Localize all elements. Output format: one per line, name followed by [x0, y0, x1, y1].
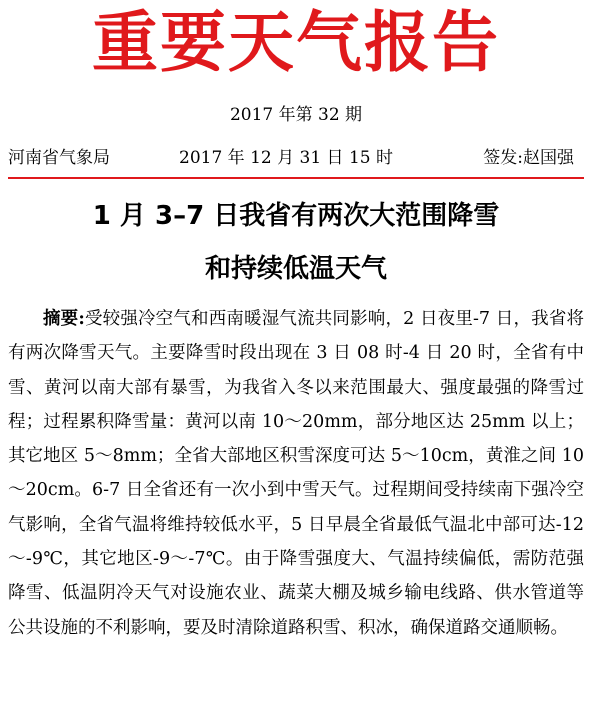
headline-line-1: 1 月 3–7 日我省有两次大范围降雪: [92, 201, 500, 231]
summary-lead-label: 摘要:: [43, 309, 85, 329]
summary-paragraph: [8, 302, 584, 645]
red-divider-line: [8, 177, 584, 179]
report-meta-line: [8, 146, 584, 170]
issuing-organization: 河南省气象局: [8, 148, 110, 168]
report-masthead-title: 重要天气报告: [92, 4, 500, 81]
summary-text: 受较强冷空气和西南暖湿气流共同影响，2 日夜里-7 日，我省将有两次降雪天气。主要降雪时段出现在 3 日 08 时-4 日 20 时，全省有中雪、黄河以南大部有暴雪，为我省入冬以来范围最大、强度最强的降雪过程；过程累积降雪量：黄河以南 10～20mm，部分地区达 25mm 以上；其它地区 5～8mm；全省大部地区积雪深度可达 5～10cm，黄淮之间 10～20cm。6-7 日全省还有一次小到中雪天气。过程期间受持续南下强冷空气影响，全省气温将维持较低水平，5 日早晨全省最低气温北中部可达-12～-9℃，其它地区-9～-7℃。由于降雪强度大、气温持续偏低，需防范强降雪、低温阴冷天气对设施农业、蔬菜大棚及城乡输电线路、供水管道等公共设施的不利影响，要及时清除道路积雪、积冰，确保道路交通顺畅。: [8, 309, 584, 638]
headline-line-2: 和持续低温天气: [204, 254, 387, 284]
issue-datetime: 2017 年 12 月 31 日 15 时: [179, 148, 393, 168]
issue-number: 2017 年第 32 期: [229, 105, 363, 125]
signer: 签发:赵国强: [483, 148, 574, 168]
